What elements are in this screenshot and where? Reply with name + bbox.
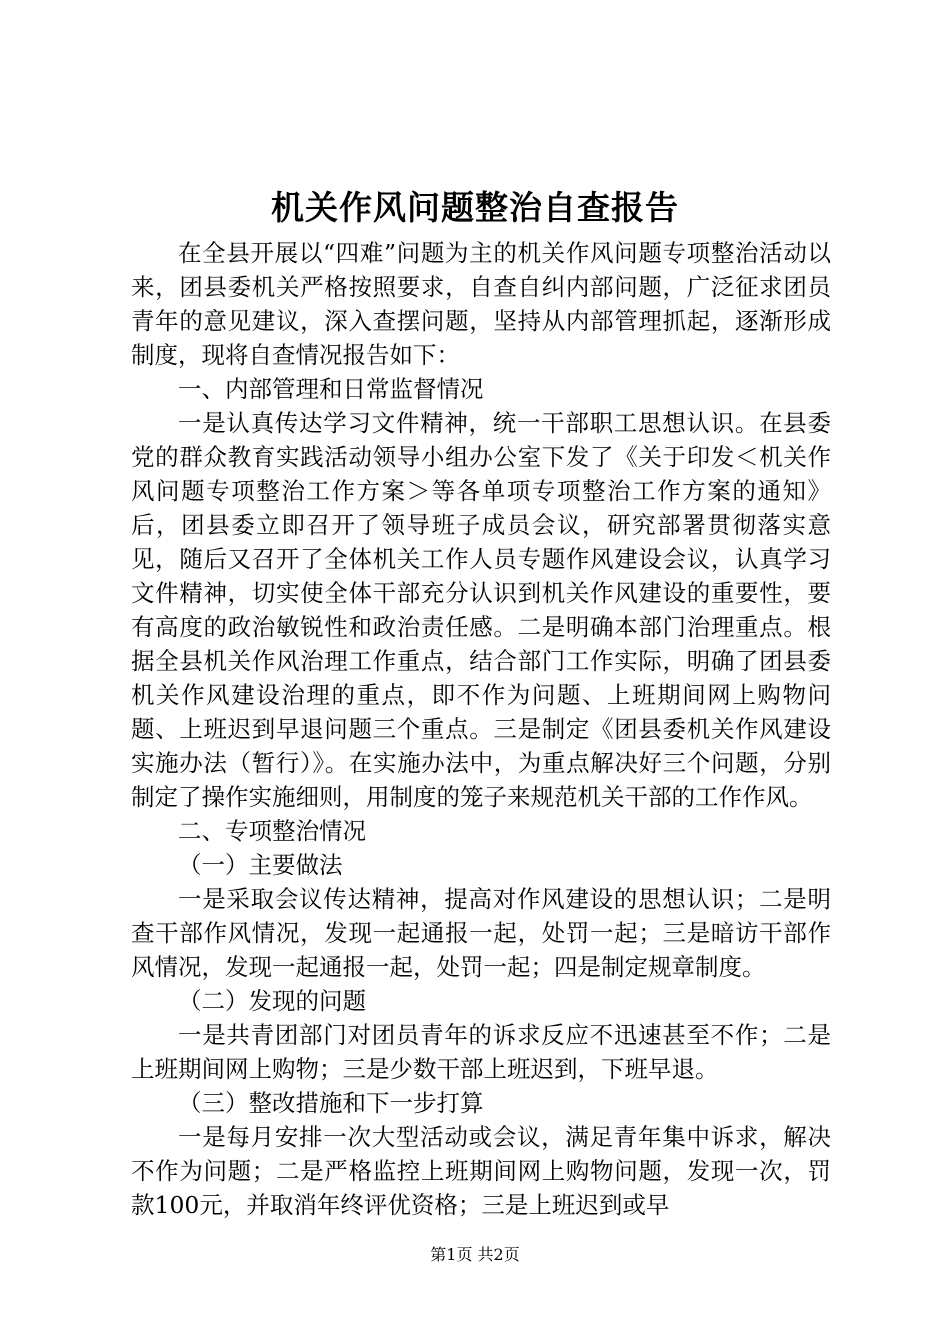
document-title: 机关作风问题整治自查报告: [271, 188, 679, 227]
page-number: 第1页 共2页: [430, 1245, 520, 1264]
section-heading-1: 一、内部管理和日常监督情况: [178, 375, 484, 403]
subsection-3-paragraph: 一是每月安排一次大型活动或会议，满足青年集中诉求，解决不作为问题；二是严格监控上班期间网上购物问题，发现一次，罚款100元，并取消年终评优资格；三是上班迟到或早: [131, 1123, 831, 1219]
subsection-heading-2: （二）发现的问题: [178, 987, 366, 1015]
subsection-heading-3: （三）整改措施和下一步打算: [178, 1089, 484, 1117]
document-body: [131, 236, 831, 1222]
section-heading-2: 二、专项整治情况: [178, 817, 366, 845]
section-1-paragraph: 一是认真传达学习文件精神，统一干部职工思想认识。在县委党的群众教育实践活动领导小组办公室下发了《关于印发＜机关作风问题专项整治工作方案＞等各单项专项整治工作方案的通知》后，团县委立即召开了领导班子成员会议，研究部署贯彻落实意见，随后又召开了全体机关工作人员专题作风建设会议，认真学习文件精神，切实使全体干部充分认识到机关作风建设的重要性，要有高度的政治敏锐性和政治责任感。二是明确本部门治理重点。根据全县机关作风治理工作重点，结合部门工作实际，明确了团县委机关作风建设治理的重点，即不作为问题、上班期间网上购物问题、上班迟到早退问题三个重点。三是制定《团县委机关作风建设实施办法（暂行）》。在实施办法中，为重点解决好三个问题，分别制定了操作实施细则，用制度的笼子来规范机关干部的工作作风。: [131, 409, 831, 811]
intro-paragraph: 在全县开展以“四难”问题为主的机关作风问题专项整治活动以来，团县委机关严格按照要求，自查自纠内部问题，广泛征求团员青年的意见建议，深入查摆问题，坚持从内部管理抓起，逐渐形成制度，现将自查情况报告如下：: [131, 239, 831, 369]
subsection-heading-1: （一）主要做法: [178, 851, 343, 879]
subsection-1-paragraph: 一是采取会议传达精神，提高对作风建设的思想认识；二是明查干部作风情况，发现一起通报一起，处罚一起；三是暗访干部作风情况，发现一起通报一起，处罚一起；四是制定规章制度。: [131, 885, 831, 981]
subsection-2-paragraph: 一是共青团部门对团员青年的诉求反应不迅速甚至不作；二是上班期间网上购物；三是少数干部上班迟到，下班早退。: [131, 1021, 831, 1083]
